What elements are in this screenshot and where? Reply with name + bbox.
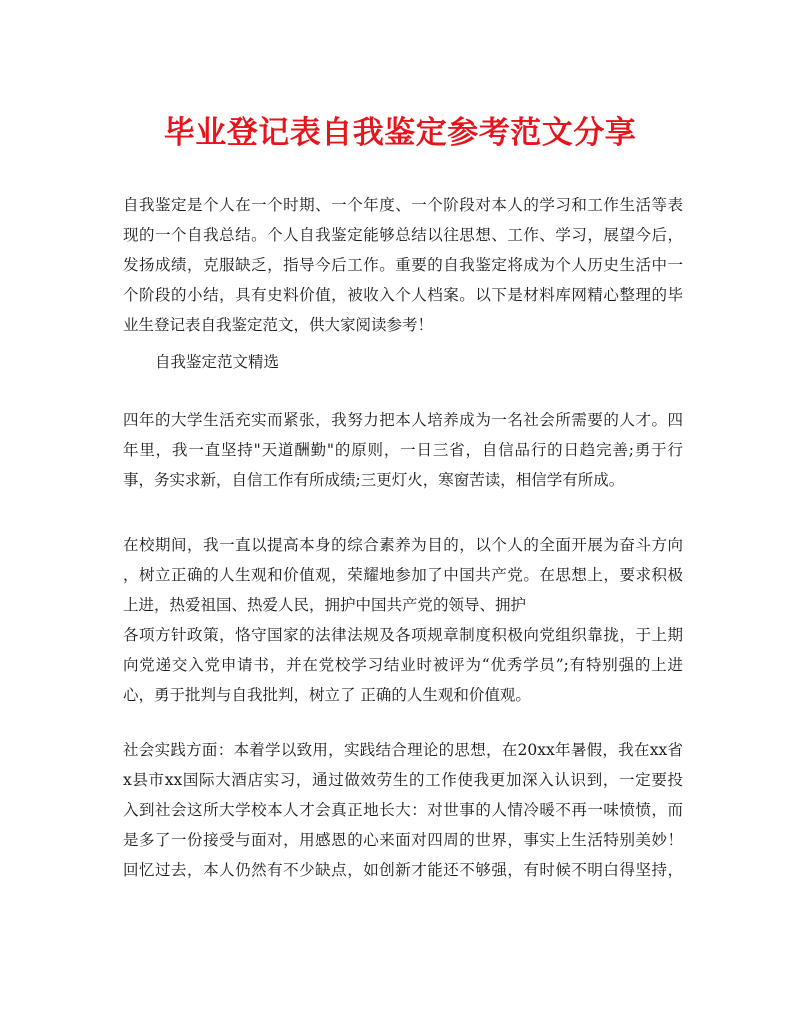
intro-line: 业生登记表自我鉴定范文，供大家阅读参考！ xyxy=(123,316,434,334)
intro-line: 个阶段的小结，具有史料价值，被收入个人档案。以下是材料库网精心整理的毕 xyxy=(123,286,683,304)
paragraph-social-practice xyxy=(123,735,683,885)
paragraph-line: 事，务实求新，自信工作有所成绩;三更灯火，寒窗苦读，相信学有所成。 xyxy=(123,471,625,489)
section-subheading: 自我鉴定范文精选 xyxy=(155,353,280,371)
paragraph-line: 各项方针政策，恪守国家的法律法规及各项规章制度积极向党组织靠拢，于上期 xyxy=(123,626,683,644)
paragraph-line: x县市xx国际大酒店实习，通过做效劳生的工作使我更加深入认识到，一定要投 xyxy=(123,771,683,789)
paragraph-line: ，树立正确的人生观和价值观，荣耀地参加了中国共产党。在思想上，要求积极 xyxy=(123,566,683,584)
paragraph-line: 向党递交入党申请书，并在党校学习结业时被评为“优秀学员”;有特别强的上进 xyxy=(123,656,683,674)
paragraph-line: 在校期间，我一直以提高本身的综合素养为目的，以个人的全面开展为奋斗方向 xyxy=(123,536,683,554)
intro-line: 现的一个自我总结。个人自我鉴定能够总结以往思想、工作、学习，展望今后， xyxy=(123,226,683,244)
paragraph-line: 四年的大学生活充实而紧张，我努力把本人培养成为一名社会所需要的人才。四 xyxy=(123,411,683,429)
paragraph-line: 社会实践方面：本着学以致用，实践结合理论的思想，在20xx年暑假，我在xx省 xyxy=(123,741,683,759)
intro-line: 发扬成绩，克服缺乏，指导今后工作。重要的自我鉴定将成为个人历史生活中一 xyxy=(123,256,683,274)
paragraph-line: 回忆过去，本人仍然有不少缺点，如创新才能还不够强，有时候不明白得坚持， xyxy=(123,861,683,879)
paragraph-campus-period xyxy=(123,530,683,710)
intro-line: 自我鉴定是个人在一个时期、一个年度、一个阶段对本人的学习和工作生活等表 xyxy=(123,196,683,214)
paragraph-line: 心，勇于批判与自我批判，树立了 正确的人生观和价值观。 xyxy=(123,686,531,704)
page-title: 毕业登记表自我鉴定参考范文分享 xyxy=(163,115,637,151)
paragraph-line: 上进，热爱祖国、热爱人民，拥护中国共产党的领导、拥护 xyxy=(123,596,527,614)
paragraph-line: 年里，我一直坚持"天道酬勤"的原则，一日三省，自信品行的日趋完善;勇于行 xyxy=(123,441,683,459)
paragraph-line: 是多了一份接受与面对，用感恩的心来面对四周的世界，事实上生活特别美妙！ xyxy=(123,831,683,849)
intro-paragraph xyxy=(123,190,683,340)
paragraph-university-life xyxy=(123,405,683,495)
paragraph-line: 入到社会这所大学校本人才会真正地长大：对世事的人情冷暖不再一味愤愤，而 xyxy=(123,801,683,819)
